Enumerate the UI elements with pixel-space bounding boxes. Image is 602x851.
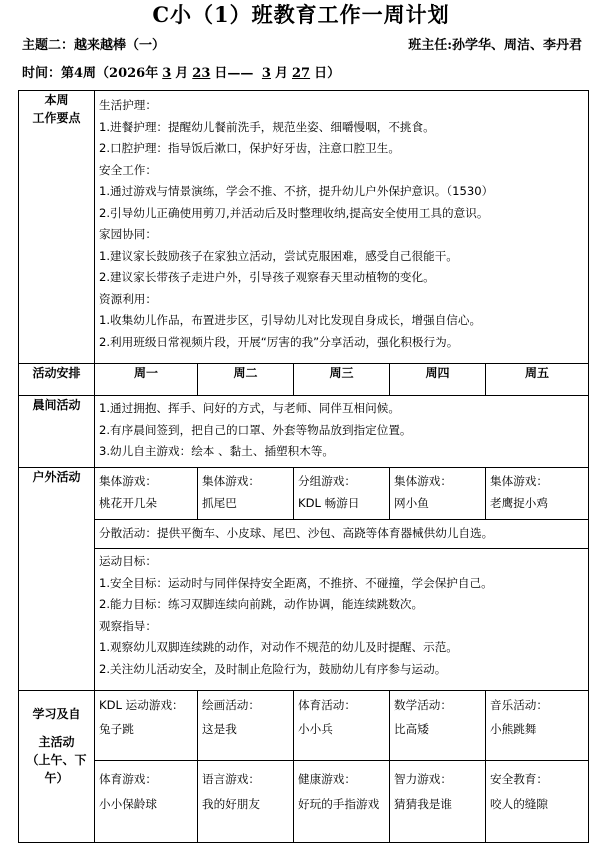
day-tuesday: 周二 <box>198 364 294 396</box>
study-cell <box>198 691 294 761</box>
day-header-row <box>19 364 589 396</box>
activity-name: 兔子跳 <box>99 722 134 736</box>
outdoor-label: 户外活动 <box>19 468 95 691</box>
start-day: 23 <box>192 66 211 81</box>
game-name: KDL 畅游日 <box>298 496 360 510</box>
focus-line: 2.建议家长带孩子走进户外，引导孩子观察春天里动植物的变化。 <box>99 270 435 284</box>
study-cell <box>486 761 589 843</box>
study-cell <box>198 761 294 843</box>
game-name: 抓尾巴 <box>202 496 237 510</box>
activity-name: 咬人的缝隙 <box>490 797 548 811</box>
study-cell <box>95 761 198 843</box>
activity-name: 我的好朋友 <box>202 797 260 811</box>
focus-line: 资源利用： <box>99 291 157 306</box>
game-name: 网小鱼 <box>394 496 429 510</box>
outdoor-game-thu <box>390 468 486 520</box>
activity-type: 绘画活动： <box>202 698 260 712</box>
time-range <box>22 64 340 84</box>
month-sep-2: 月 <box>274 66 288 81</box>
focus-content <box>95 91 589 364</box>
focus-line: 1.通过游戏与情景演练，学会不推、不挤，提升幼儿户外保护意识。（1530） <box>99 184 494 198</box>
theme-label: 主题二：越来越棒（一） <box>22 38 166 53</box>
study-cell <box>294 691 390 761</box>
game-type: 集体游戏： <box>99 474 157 488</box>
study-label <box>19 691 95 843</box>
goal-line: 2.能力目标：练习双脚连续向前跳，动作协调，能连续跳数次。 <box>99 597 424 611</box>
game-type: 集体游戏： <box>202 474 260 488</box>
focus-row <box>19 91 589 364</box>
morning-label: 晨间活动 <box>19 396 95 468</box>
outdoor-goals <box>95 549 589 691</box>
outdoor-goals-row <box>19 549 589 691</box>
activity-name: 猜猜我是谁 <box>394 797 452 811</box>
morning-row <box>19 396 589 468</box>
outdoor-games-row <box>19 468 589 520</box>
study-label-line4: 午） <box>44 771 69 785</box>
goal-line: 1.观察幼儿双脚连续跳的动作，对动作不规范的幼儿及时提醒、示范。 <box>99 640 458 654</box>
activity-name: 小熊跳舞 <box>490 722 537 736</box>
start-month: 3 <box>162 66 172 81</box>
outdoor-game-fri <box>486 468 589 520</box>
study-label-line1: 学习及自 <box>32 707 81 721</box>
scatter-line: 分散活动：提供平衡车、小皮球、尾巴、沙包、高跷等体育器械供幼儿自选。 <box>99 526 494 540</box>
day-monday: 周一 <box>95 364 198 396</box>
study-cell <box>486 691 589 761</box>
focus-line: 生活护理： <box>99 98 157 112</box>
activity-type: KDL 运动游戏： <box>99 698 184 712</box>
activity-type: 音乐活动： <box>490 698 548 712</box>
study-row-1 <box>19 691 589 761</box>
study-cell <box>390 691 486 761</box>
activity-type: 智力游戏： <box>394 772 452 786</box>
morning-line: 1.通过拥抱、挥手、问好的方式，与老师、同伴互相问候。 <box>99 401 400 415</box>
study-cell <box>294 761 390 843</box>
activity-type: 健康游戏： <box>298 772 356 786</box>
focus-line: 2.引导幼儿正确使用剪刀,并活动后及时整理收纳,提高安全使用工具的意识。 <box>99 205 489 220</box>
game-type: 集体游戏： <box>490 474 548 488</box>
activity-name: 比高矮 <box>394 722 429 736</box>
focus-label-line2: 工作要点 <box>32 111 81 125</box>
weekly-plan-table <box>18 90 589 843</box>
focus-line: 2.口腔护理：指导饭后漱口，保护好牙齿，注意口腔卫生。 <box>99 141 400 155</box>
focus-line: 安全工作： <box>99 162 157 177</box>
study-cell <box>95 691 198 761</box>
activity-type: 体育游戏： <box>99 772 157 786</box>
focus-line: 1.进餐护理：提醒幼儿餐前洗手，规范坐姿、细嚼慢咽，不挑食。 <box>99 119 435 134</box>
day-friday: 周五 <box>486 364 589 396</box>
goal-line: 2.关注幼儿活动安全，及时制止危险行为，鼓励幼儿有序参与运动。 <box>99 661 447 676</box>
study-row-2 <box>19 761 589 843</box>
focus-label <box>19 91 95 364</box>
study-label-line3: （上午、下 <box>26 753 87 767</box>
activity-type: 体育活动： <box>298 698 356 712</box>
range-sep: 日—— <box>214 66 258 81</box>
month-sep: 月 <box>175 66 189 81</box>
activity-type: 数学活动： <box>394 698 452 712</box>
morning-line: 2.有序晨间签到，把自己的口罩、外套等物品放到指定位置。 <box>99 422 412 437</box>
focus-line: 2.利用班级日常视频片段，开展“厉害的我”分享活动，强化积极行为。 <box>99 334 459 349</box>
activity-type: 安全教育： <box>490 772 548 786</box>
morning-line: 3.幼儿自主游戏：绘本 、黏土、插塑积木等。 <box>99 444 335 458</box>
focus-line: 1.收集幼儿作品，布置进步区，引导幼儿对比发现自身成长，增强自信心。 <box>99 313 482 327</box>
page-title: C小（1）班教育工作一周计划 <box>152 2 450 27</box>
day-wednesday: 周三 <box>294 364 390 396</box>
game-name: 桃花开几朵 <box>99 496 157 510</box>
end-month: 3 <box>261 66 271 81</box>
focus-line: 家园协同： <box>99 227 157 241</box>
day-thursday: 周四 <box>390 364 486 396</box>
game-type: 分组游戏： <box>298 474 356 488</box>
outdoor-game-mon <box>95 468 198 520</box>
study-label-line2: 主活动 <box>38 735 75 749</box>
activity-name: 这是我 <box>202 722 237 736</box>
focus-label-line1: 本周 <box>44 93 69 107</box>
activity-name: 好玩的手指游戏 <box>298 797 380 811</box>
activity-type: 语言游戏： <box>202 772 260 786</box>
goal-line: 1.安全目标：运动时与同伴保持安全距离，不推挤、不碰撞，学会保护自己。 <box>99 575 493 590</box>
game-name: 老鹰捉小鸡 <box>490 496 548 510</box>
goal-line: 运动目标： <box>99 554 157 568</box>
activity-name: 小小兵 <box>298 722 333 736</box>
schedule-label: 活动安排 <box>19 364 95 396</box>
outdoor-game-wed <box>294 468 390 520</box>
game-type: 集体游戏： <box>394 474 452 488</box>
outdoor-scatter-row <box>19 520 589 549</box>
focus-line: 1.建议家长鼓励孩子在家独立活动，尝试克服困难，感受自己很能干。 <box>99 248 458 263</box>
outdoor-scatter <box>95 520 589 549</box>
goal-line: 观察指导： <box>99 618 157 633</box>
time-suffix: 日） <box>314 66 341 81</box>
activity-name: 小小保龄球 <box>99 797 157 811</box>
morning-content <box>95 396 589 468</box>
time-prefix: 时间：第4周（2026年 <box>22 66 159 81</box>
teacher-label: 班主任:孙学华、周洁、李丹君 <box>408 38 582 53</box>
study-cell <box>390 761 486 843</box>
end-day: 27 <box>291 66 311 81</box>
outdoor-game-tue <box>198 468 294 520</box>
